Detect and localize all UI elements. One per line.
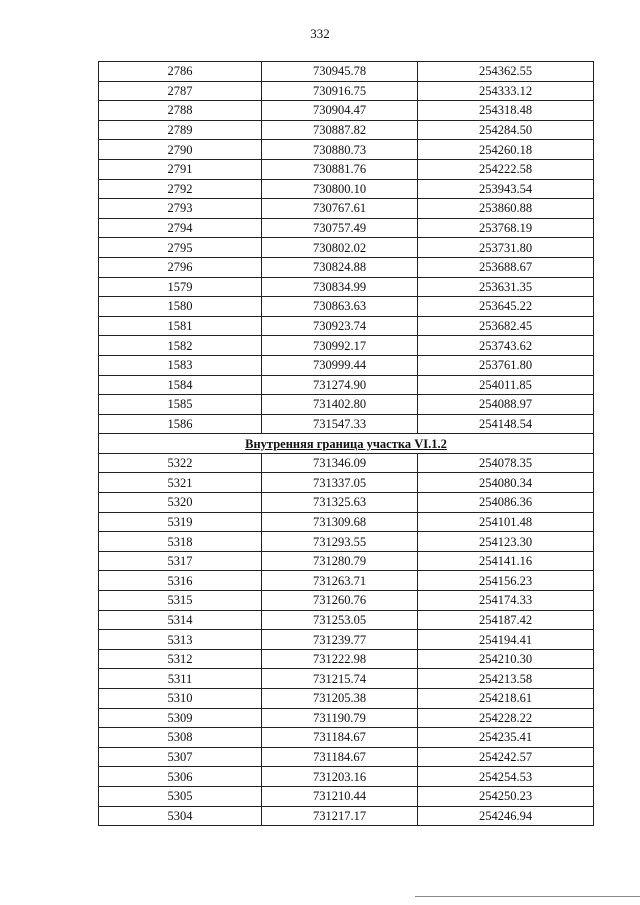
y-coordinate-cell: 254078.35 (418, 453, 594, 473)
point-number-cell: 5313 (99, 630, 262, 650)
table-row (99, 395, 594, 415)
x-coordinate-cell: 730945.78 (262, 62, 418, 82)
point-number-cell: 5311 (99, 669, 262, 689)
y-coordinate-cell: 254187.42 (418, 610, 594, 630)
y-coordinate-cell: 254213.58 (418, 669, 594, 689)
y-coordinate-cell: 254080.34 (418, 473, 594, 493)
table-row (99, 532, 594, 552)
table-row (99, 140, 594, 160)
point-number-cell: 5309 (99, 708, 262, 728)
x-coordinate-cell: 731184.67 (262, 747, 418, 767)
x-coordinate-cell: 731215.74 (262, 669, 418, 689)
x-coordinate-cell: 731402.80 (262, 395, 418, 415)
point-number-cell: 5321 (99, 473, 262, 493)
point-number-cell: 1579 (99, 277, 262, 297)
y-coordinate-cell: 254101.48 (418, 512, 594, 532)
point-number-cell: 2786 (99, 62, 262, 82)
point-number-cell: 2796 (99, 257, 262, 277)
table-row (99, 238, 594, 258)
scan-edge-line (415, 896, 640, 897)
x-coordinate-cell: 731547.33 (262, 414, 418, 434)
table-row (99, 493, 594, 513)
y-coordinate-cell: 253943.54 (418, 179, 594, 199)
table-row (99, 355, 594, 375)
x-coordinate-cell: 731337.05 (262, 473, 418, 493)
x-coordinate-cell: 731293.55 (262, 532, 418, 552)
y-coordinate-cell: 254218.61 (418, 689, 594, 709)
table-row (99, 297, 594, 317)
table-row (99, 277, 594, 297)
y-coordinate-cell: 254011.85 (418, 375, 594, 395)
table-row (99, 257, 594, 277)
point-number-cell: 5314 (99, 610, 262, 630)
y-coordinate-cell: 254333.12 (418, 81, 594, 101)
y-coordinate-cell: 253860.88 (418, 199, 594, 219)
x-coordinate-cell: 731253.05 (262, 610, 418, 630)
y-coordinate-cell: 254242.57 (418, 747, 594, 767)
table-row (99, 747, 594, 767)
table-row (99, 571, 594, 591)
y-coordinate-cell: 254148.54 (418, 414, 594, 434)
point-number-cell: 2787 (99, 81, 262, 101)
x-coordinate-cell: 731217.17 (262, 806, 418, 826)
y-coordinate-cell: 254123.30 (418, 532, 594, 552)
x-coordinate-cell: 730767.61 (262, 199, 418, 219)
point-number-cell: 5317 (99, 551, 262, 571)
x-coordinate-cell: 731222.98 (262, 649, 418, 669)
point-number-cell: 2795 (99, 238, 262, 258)
x-coordinate-cell: 730863.63 (262, 297, 418, 317)
y-coordinate-cell: 254235.41 (418, 728, 594, 748)
x-coordinate-cell: 731184.67 (262, 728, 418, 748)
y-coordinate-cell: 253768.19 (418, 218, 594, 238)
table-row (99, 610, 594, 630)
point-number-cell: 2790 (99, 140, 262, 160)
table-row (99, 649, 594, 669)
point-number-cell: 2794 (99, 218, 262, 238)
y-coordinate-cell: 254362.55 (418, 62, 594, 82)
point-number-cell: 5320 (99, 493, 262, 513)
table-row (99, 179, 594, 199)
x-coordinate-cell: 731210.44 (262, 786, 418, 806)
coordinates-table (98, 61, 594, 826)
point-number-cell: 5306 (99, 767, 262, 787)
table-row (99, 316, 594, 336)
table-row (99, 786, 594, 806)
point-number-cell: 5308 (99, 728, 262, 748)
table-row (99, 767, 594, 787)
y-coordinate-cell: 254086.36 (418, 493, 594, 513)
y-coordinate-cell: 254141.16 (418, 551, 594, 571)
table-row (99, 81, 594, 101)
y-coordinate-cell: 254318.48 (418, 101, 594, 121)
y-coordinate-cell: 254284.50 (418, 120, 594, 140)
table-row (99, 591, 594, 611)
x-coordinate-cell: 730881.76 (262, 159, 418, 179)
point-number-cell: 1581 (99, 316, 262, 336)
table-row (99, 512, 594, 532)
y-coordinate-cell: 254250.23 (418, 786, 594, 806)
page-number: 332 (310, 26, 330, 41)
x-coordinate-cell: 730802.02 (262, 238, 418, 258)
x-coordinate-cell: 731205.38 (262, 689, 418, 709)
y-coordinate-cell: 254156.23 (418, 571, 594, 591)
y-coordinate-cell: 254222.58 (418, 159, 594, 179)
y-coordinate-cell: 254194.41 (418, 630, 594, 650)
point-number-cell: 1582 (99, 336, 262, 356)
y-coordinate-cell: 254246.94 (418, 806, 594, 826)
point-number-cell: 5307 (99, 747, 262, 767)
point-number-cell: 2792 (99, 179, 262, 199)
point-number-cell: 5304 (99, 806, 262, 826)
table-row (99, 806, 594, 826)
x-coordinate-cell: 731260.76 (262, 591, 418, 611)
table-row (99, 101, 594, 121)
point-number-cell: 1586 (99, 414, 262, 434)
table-row (99, 62, 594, 82)
x-coordinate-cell: 730992.17 (262, 336, 418, 356)
x-coordinate-cell: 730757.49 (262, 218, 418, 238)
table-row (99, 551, 594, 571)
y-coordinate-cell: 254210.30 (418, 649, 594, 669)
y-coordinate-cell: 254088.97 (418, 395, 594, 415)
x-coordinate-cell: 731280.79 (262, 551, 418, 571)
point-number-cell: 5316 (99, 571, 262, 591)
x-coordinate-cell: 731309.68 (262, 512, 418, 532)
point-number-cell: 1580 (99, 297, 262, 317)
point-number-cell: 5315 (99, 591, 262, 611)
point-number-cell: 1584 (99, 375, 262, 395)
point-number-cell: 5310 (99, 689, 262, 709)
x-coordinate-cell: 731274.90 (262, 375, 418, 395)
table-row (99, 375, 594, 395)
point-number-cell: 5312 (99, 649, 262, 669)
table-row (99, 669, 594, 689)
point-number-cell: 2788 (99, 101, 262, 121)
y-coordinate-cell: 253743.62 (418, 336, 594, 356)
point-number-cell: 2789 (99, 120, 262, 140)
x-coordinate-cell: 731263.71 (262, 571, 418, 591)
y-coordinate-cell: 254254.53 (418, 767, 594, 787)
point-number-cell: 2793 (99, 199, 262, 219)
x-coordinate-cell: 731203.16 (262, 767, 418, 787)
x-coordinate-cell: 731325.63 (262, 493, 418, 513)
table-row (99, 199, 594, 219)
table-row (99, 218, 594, 238)
x-coordinate-cell: 730999.44 (262, 355, 418, 375)
table-row (99, 453, 594, 473)
point-number-cell: 5305 (99, 786, 262, 806)
x-coordinate-cell: 730916.75 (262, 81, 418, 101)
y-coordinate-cell: 253761.80 (418, 355, 594, 375)
y-coordinate-cell: 254260.18 (418, 140, 594, 160)
table-row (99, 336, 594, 356)
x-coordinate-cell: 730824.88 (262, 257, 418, 277)
table-row (99, 689, 594, 709)
x-coordinate-cell: 730880.73 (262, 140, 418, 160)
point-number-cell: 5318 (99, 532, 262, 552)
x-coordinate-cell: 730923.74 (262, 316, 418, 336)
table-row (99, 473, 594, 493)
y-coordinate-cell: 254228.22 (418, 708, 594, 728)
table-row (99, 159, 594, 179)
x-coordinate-cell: 730904.47 (262, 101, 418, 121)
y-coordinate-cell: 254174.33 (418, 591, 594, 611)
point-number-cell: 1585 (99, 395, 262, 415)
section-header-row (99, 434, 594, 454)
point-number-cell: 5322 (99, 453, 262, 473)
coordinates-table-body (99, 62, 594, 826)
y-coordinate-cell: 253631.35 (418, 277, 594, 297)
x-coordinate-cell: 730800.10 (262, 179, 418, 199)
y-coordinate-cell: 253682.45 (418, 316, 594, 336)
x-coordinate-cell: 730834.99 (262, 277, 418, 297)
table-row (99, 708, 594, 728)
y-coordinate-cell: 253688.67 (418, 257, 594, 277)
y-coordinate-cell: 253645.22 (418, 297, 594, 317)
x-coordinate-cell: 731239.77 (262, 630, 418, 650)
table-row (99, 120, 594, 140)
section-title: Внутренняя граница участка VI.1.2 (99, 434, 594, 454)
table-row (99, 414, 594, 434)
point-number-cell: 2791 (99, 159, 262, 179)
y-coordinate-cell: 253731.80 (418, 238, 594, 258)
x-coordinate-cell: 730887.82 (262, 120, 418, 140)
x-coordinate-cell: 731346.09 (262, 453, 418, 473)
table-row (99, 728, 594, 748)
point-number-cell: 5319 (99, 512, 262, 532)
x-coordinate-cell: 731190.79 (262, 708, 418, 728)
table-row (99, 630, 594, 650)
point-number-cell: 1583 (99, 355, 262, 375)
